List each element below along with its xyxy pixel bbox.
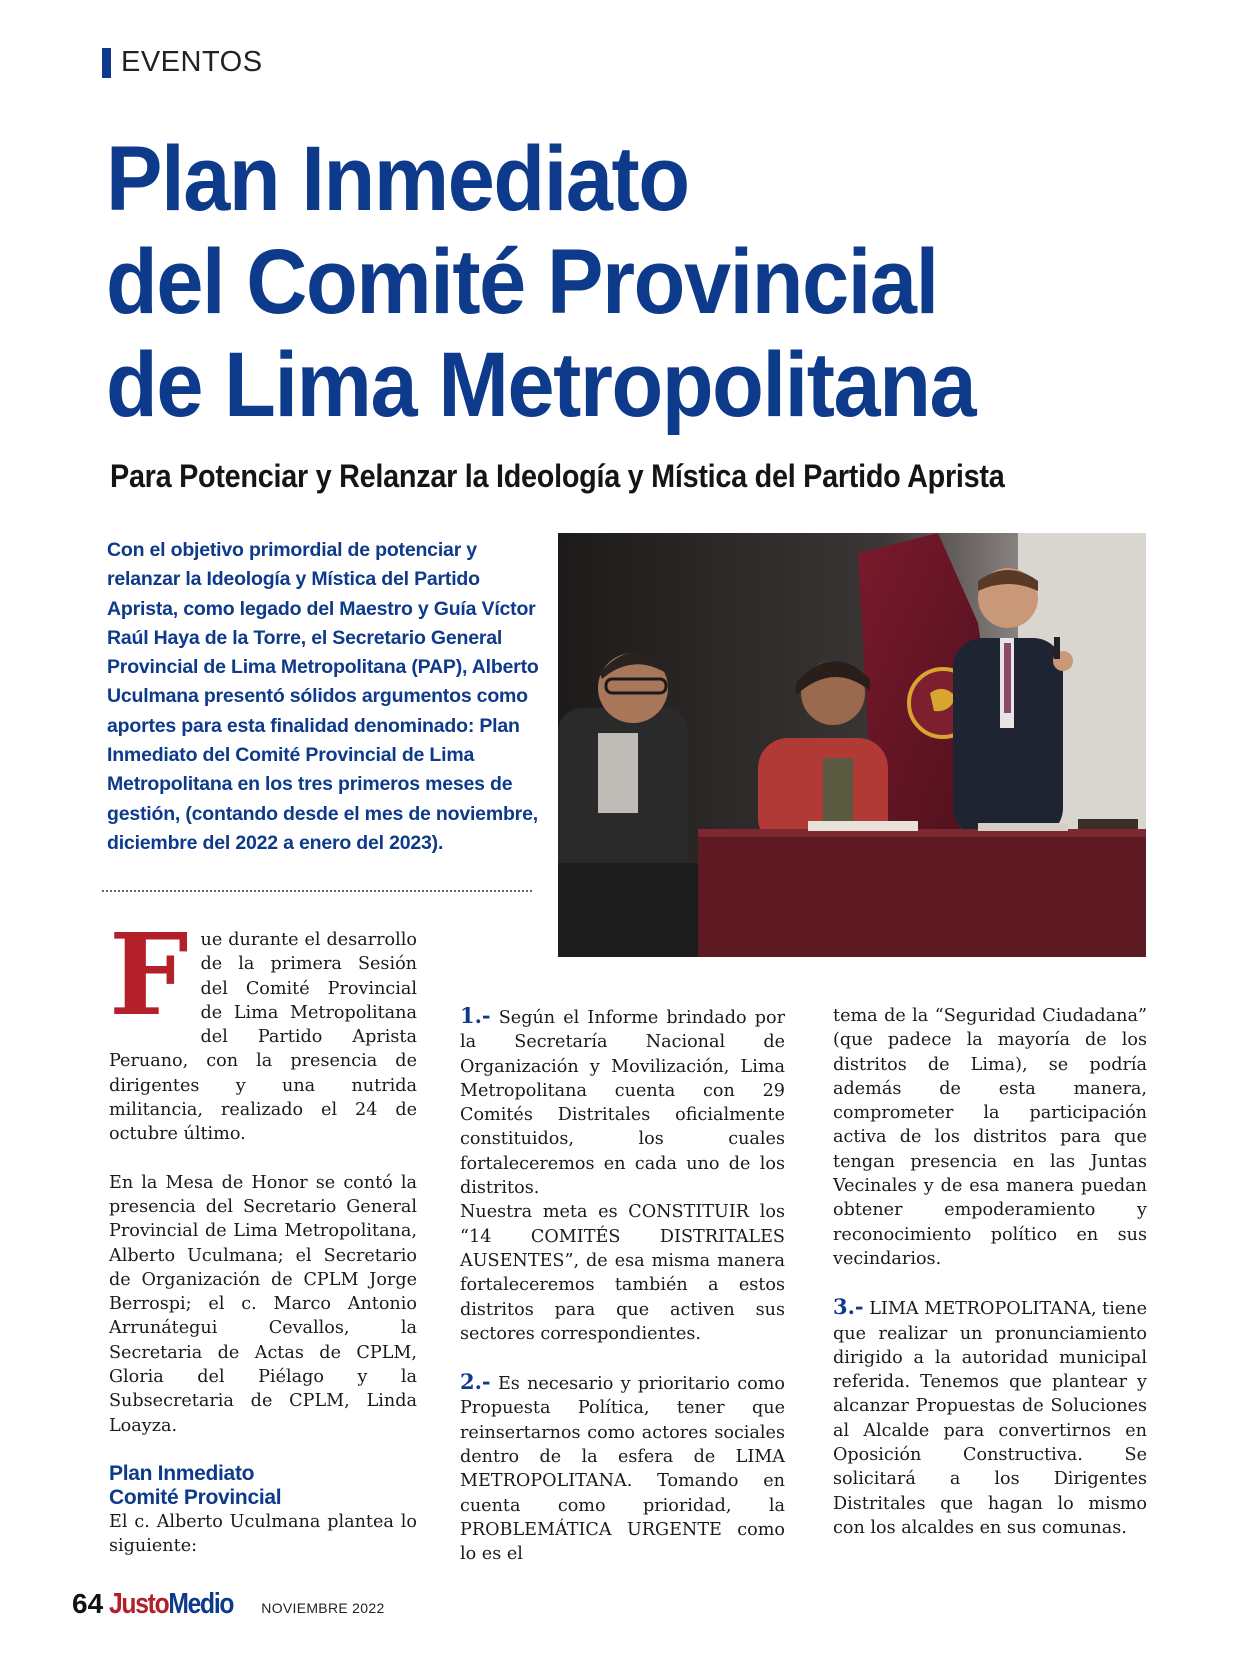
event-photo — [558, 533, 1146, 957]
magazine-logo — [109, 1588, 233, 1621]
dotted-divider — [102, 890, 532, 892]
column-subhead — [109, 1462, 417, 1510]
body-paragraph-3: El c. Alberto Uculmana plantea lo siguiente: — [109, 1511, 417, 1557]
item-3-text: LIMA METROPOLITANA, tiene que realizar un pronunciamiento dirigido a la autoridad municipal referida. Tenemos que plantear y alcanzar Propuestas de Soluciones al Alcalde para convertirnos en Oposición Constructiva. Se solicitará a los Dirigentes Distritales que hagan lo mismo con los alcaldes en sus comunas. — [833, 1299, 1147, 1538]
section-marker — [102, 48, 111, 78]
item-3-number: 3.- — [833, 1294, 864, 1320]
headline-line-1: Plan Inmediato — [106, 128, 689, 230]
headline-line-3: de Lima Metropolitana — [106, 334, 976, 436]
item-1-number: 1.- — [460, 1003, 491, 1028]
article-column-3 — [833, 1004, 1147, 1540]
headline-line-2: del Comité Provincial — [106, 231, 938, 333]
list-item-3 — [833, 1295, 1147, 1540]
page-number: 64 — [72, 1588, 104, 1619]
item-2-text: Es necesario y prioritario como Propuesta Política, tener que reinsertarnos como actores sociales dentro de la esfera de LIMA METROPOLITANA. Tomando en cuenta como prioridad, la PROBLEMÁTICA URGENTE como lo es el — [460, 1374, 785, 1565]
item-1-text: Según el Informe brindado por la Secretaría Nacional de Organización y Movilización, Lima Metropolitana cuenta con 29 Comités Distritales oficialmente constituidos, los cuales fortaleceremos en cada uno de los distritos. — [460, 1008, 785, 1199]
list-item-2 — [460, 1370, 785, 1566]
section-tag — [102, 46, 263, 79]
logo-part-2: Medio — [168, 1588, 234, 1620]
lead-paragraph: Con el objetivo primordial de potenciar y relanzar la Ideología y Mística del Partido Aprista, como legado del Maestro y Guía Víctor Raúl Haya de la Torre, el Secretario General Provincial de Lima Metropolitana (PAP), Alberto Uculmana presentó sólidos argumentos como aportes para esta finalidad denominado: Plan Inmediato del Comité Provincial de Lima Metropolitana en los tres primeros meses de gestión, (contando desde el mes de noviembre, diciembre del 2022 a enero del 2023). — [107, 539, 539, 854]
article-column-2 — [460, 1004, 785, 1567]
subhead-line-2: Comité Provincial — [109, 1485, 282, 1509]
article-subtitle: Para Potenciar y Relanzar la Ideología y Mística del Partido Aprista — [110, 458, 1005, 494]
subhead-line-1: Plan Inmediato — [109, 1461, 255, 1485]
list-item-1-continued: Nuestra meta es CONSTITUIR los “14 COMITÉS DISTRITALES AUSENTES”, de esa misma manera fortaleceremos también a estos distritos para que activen sus sectores correspondientes. — [460, 1202, 785, 1344]
dropcap-letter: F — [109, 910, 189, 1041]
body-paragraph-2: En la Mesa de Honor se contó la presencia del Secretario General Provincial de Lima Metropolitana, Alberto Uculmana; el Secretario de Organización de CPLM Jorge Berrospi; el c. Marco Antonio Arrunátegui Cevallos, la Secretaria de Actas de CPLM, Gloria del Piélago y la Subsecretaria de CPLM, Linda Loayza. — [109, 1172, 417, 1436]
logo-part-1: Justo — [109, 1588, 169, 1620]
event-photo-illustration — [558, 533, 1146, 957]
item-2-number: 2.- — [460, 1369, 491, 1395]
section-label: EVENTOS — [121, 46, 263, 78]
article-headline — [106, 128, 1118, 437]
article-column-1 — [109, 910, 417, 1559]
list-item-1 — [460, 1004, 785, 1200]
list-item-2-continued: tema de la “Seguridad Ciudadana” (que padece la mayoría de los distritos de Lima), se podría además de esta manera, comprometer la participación activa de los distritos para que tengan presencia en las Juntas Vecinales y de esa manera puedan obtener empoderamiento y reconocimiento político en sus vecindarios. — [833, 1006, 1147, 1269]
page-footer — [72, 1588, 385, 1621]
issue-date: NOVIEMBRE 2022 — [261, 1600, 385, 1616]
body-paragraph-1: ue durante el desarrollo de la primera Sesión del Comité Provincial de Lima Metropolitana del Partido Aprista Peruano, con la presencia de dirigentes y una nutrida militancia, realizado el 24 de octubre último. — [109, 930, 417, 1145]
